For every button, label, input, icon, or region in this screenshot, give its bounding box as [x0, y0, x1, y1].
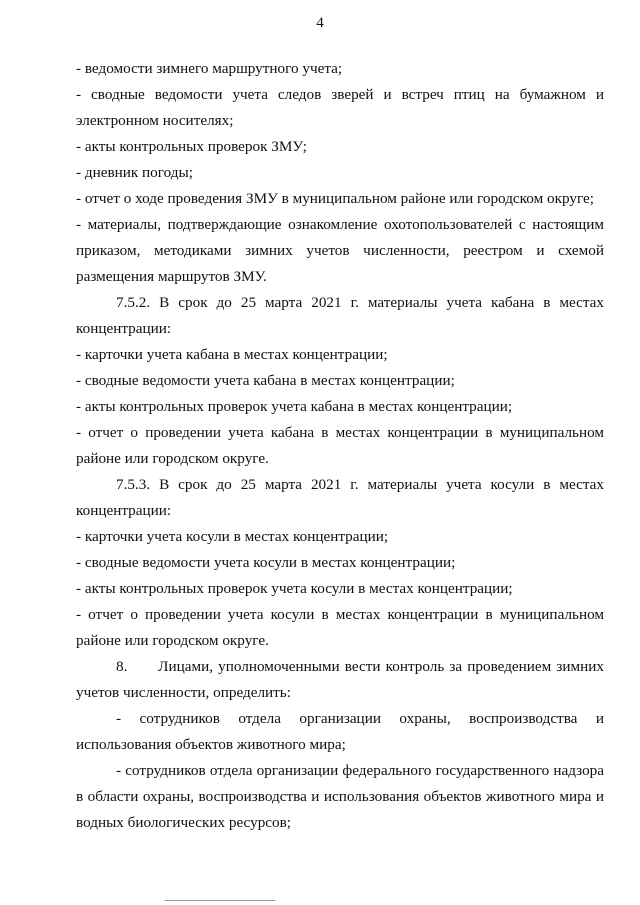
list-item: - карточки учета кабана в местах концентрации;	[76, 346, 388, 363]
list-item: - отчет о ходе проведения ЗМУ в муниципальном районе или городском округе;	[76, 190, 594, 207]
list-item: - материалы, подтверждающие ознакомление охотопользователей с настоящим приказом, методиками зимних учетов численности, реестром и схемой размещения маршрутов ЗМУ.	[76, 216, 604, 285]
list-item: - сводные ведомости учета следов зверей и встреч птиц на бумажном и электронном носителях;	[76, 86, 604, 129]
list-item: - сводные ведомости учета косули в местах концентрации;	[76, 554, 456, 571]
list-item: - отчет о проведении учета кабана в местах концентрации в муниципальном районе или городском округе.	[76, 424, 604, 467]
list-item: - карточки учета косули в местах концентрации;	[76, 528, 389, 545]
list-item: - акты контрольных проверок учета косули в местах концентрации;	[76, 580, 513, 597]
list-item: - акты контрольных проверок учета кабана в местах концентрации;	[76, 398, 513, 415]
paragraph: - сотрудников отдела организации охраны, воспроизводства и использования объектов животного мира;	[76, 710, 604, 753]
paragraph: - сотрудников отдела организации федерального государственного надзора в области охраны, воспроизводства и использования объектов животного мира и водных биологических ресурсов;	[76, 762, 604, 831]
paragraph: 7.5.2. В срок до 25 марта 2021 г. материалы учета кабана в местах концентрации:	[76, 294, 604, 337]
document-body	[76, 56, 604, 836]
list-item: - дневник погоды;	[76, 164, 193, 181]
list-item: - ведомости зимнего маршрутного учета;	[76, 60, 343, 77]
paragraph: 8. Лицами, уполномоченными вести контроль за проведением зимних учетов численности, определить:	[76, 658, 604, 701]
list-item: - акты контрольных проверок ЗМУ;	[76, 138, 307, 155]
footer-divider	[165, 900, 275, 901]
paragraph: 7.5.3. В срок до 25 марта 2021 г. материалы учета косули в местах концентрации:	[76, 476, 604, 519]
list-item: - сводные ведомости учета кабана в местах концентрации;	[76, 372, 455, 389]
list-item: - отчет о проведении учета косули в местах концентрации в муниципальном районе или городском округе.	[76, 606, 604, 649]
page-number: 4	[316, 15, 324, 31]
